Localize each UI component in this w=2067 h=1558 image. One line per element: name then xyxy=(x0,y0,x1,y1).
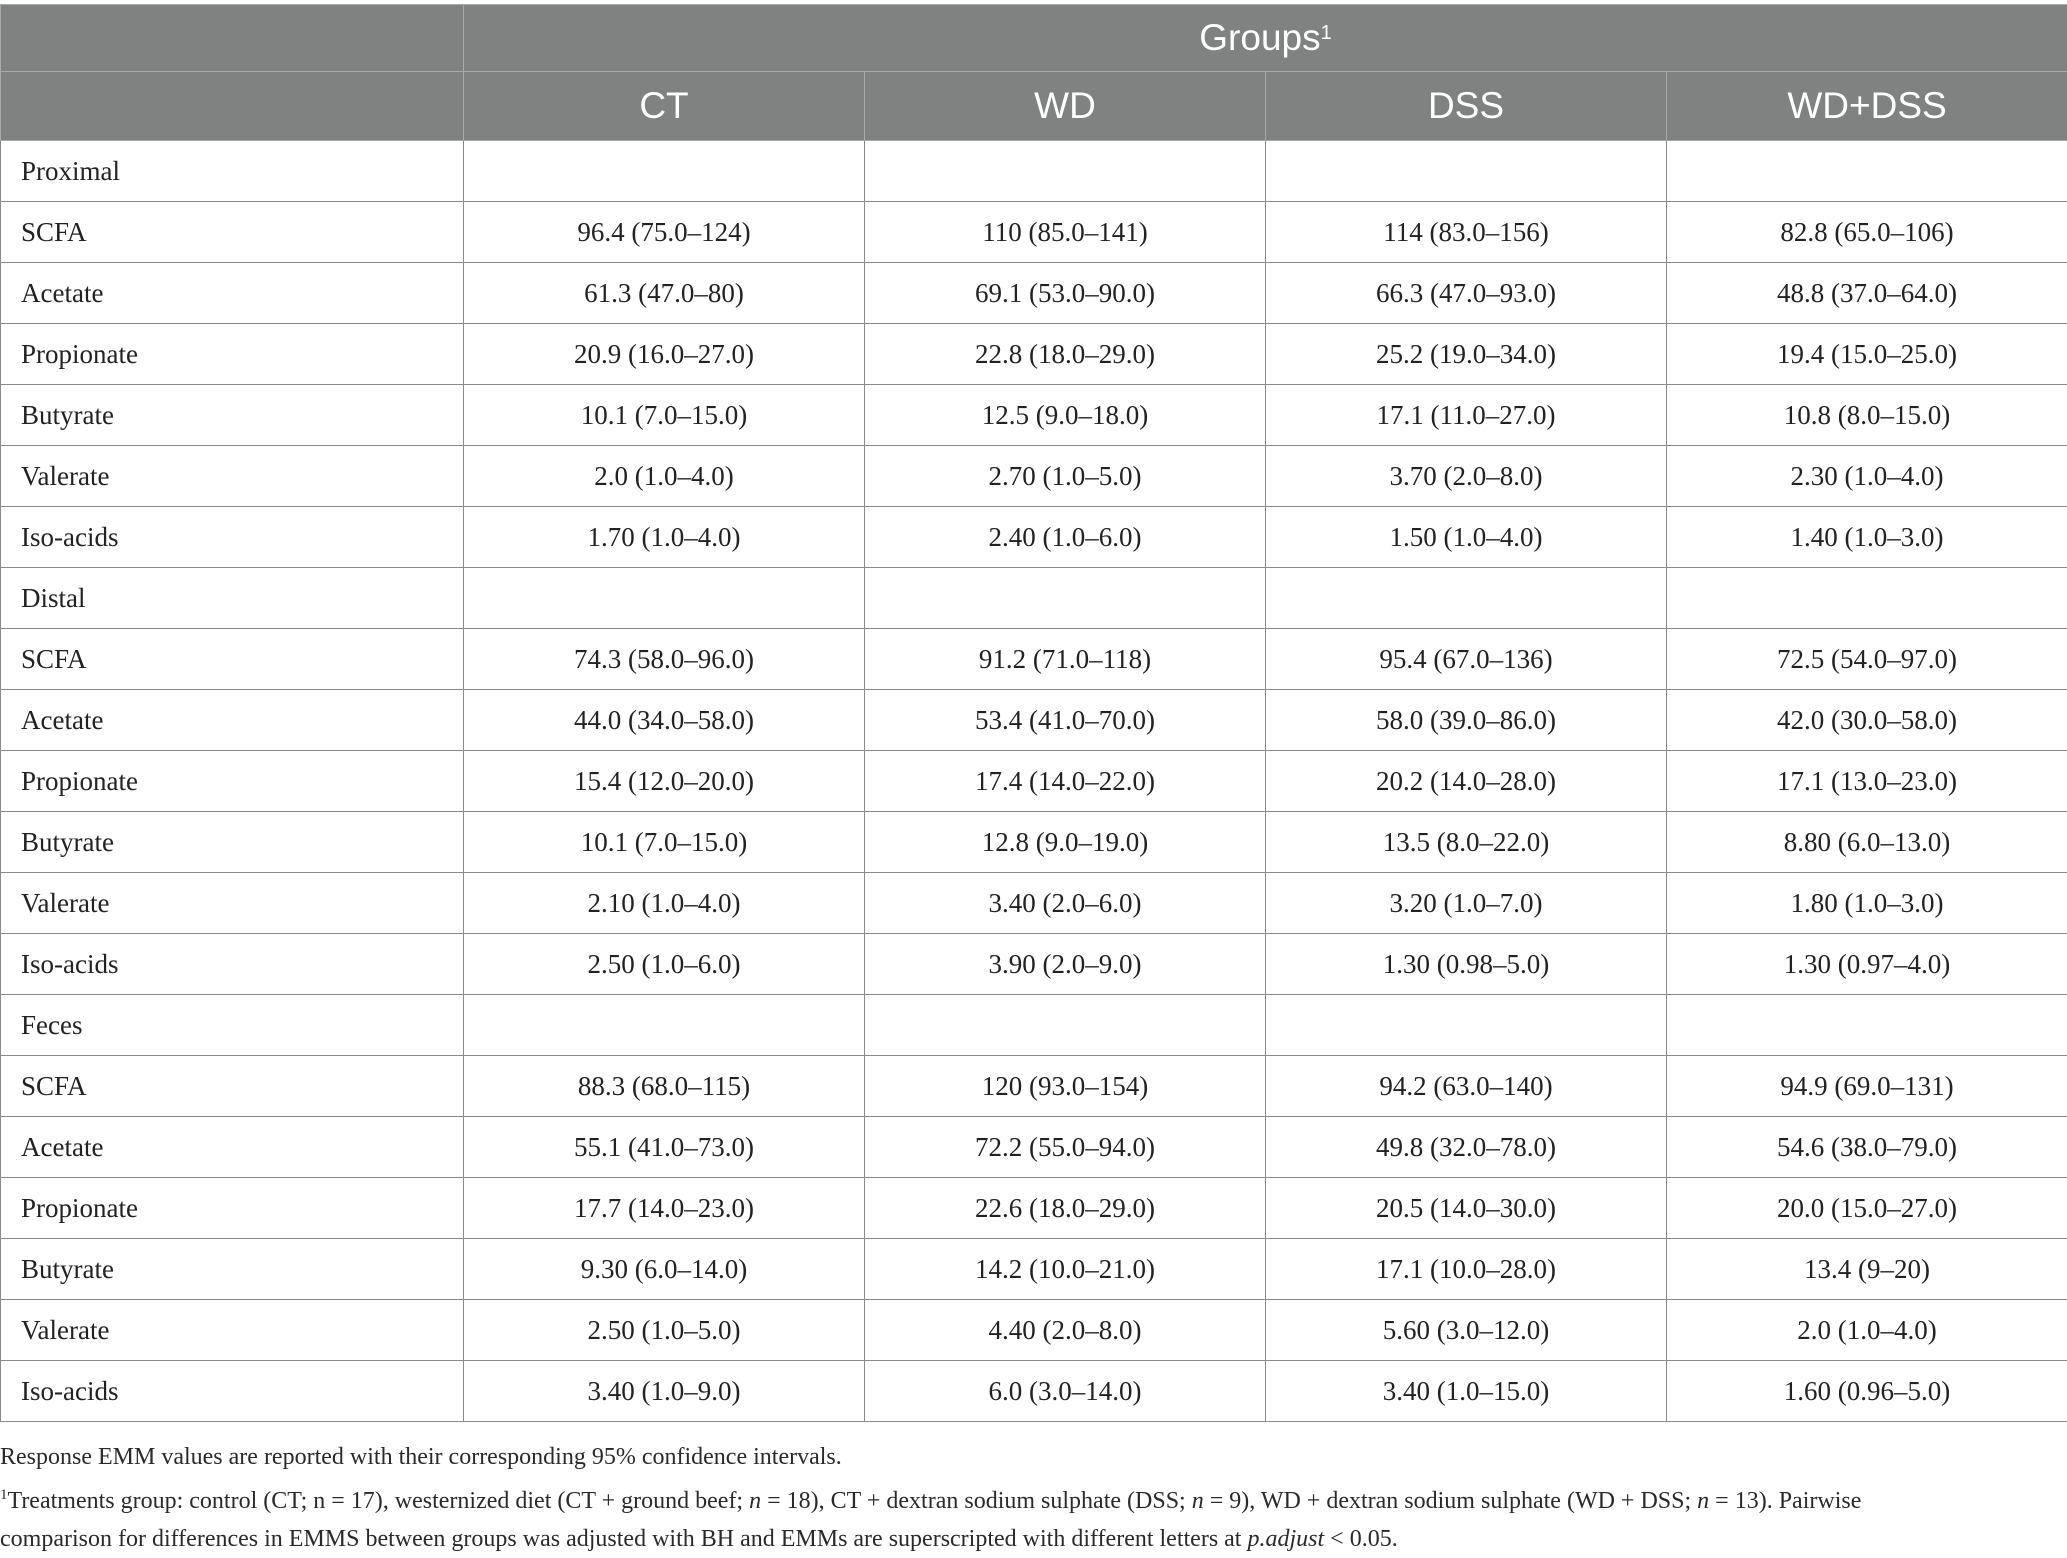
footnote-text-f: < 0.05. xyxy=(1324,1526,1398,1552)
value-cell: 3.70 (2.0–8.0) xyxy=(1266,446,1667,507)
row-label: Iso-acids xyxy=(1,934,464,995)
row-label: SCFA xyxy=(1,629,464,690)
value-cell: 2.30 (1.0–4.0) xyxy=(1667,446,2067,507)
footnote-padjust: p.adjust xyxy=(1247,1526,1324,1552)
value-cell: 5.60 (3.0–12.0) xyxy=(1266,1300,1667,1361)
footnote-line-1: Response EMM values are reported with their corresponding 95% confidence intervals. xyxy=(0,1438,2060,1476)
value-cell: 12.5 (9.0–18.0) xyxy=(865,385,1266,446)
value-cell: 10.1 (7.0–15.0) xyxy=(464,385,865,446)
value-cell: 72.5 (54.0–97.0) xyxy=(1667,629,2067,690)
header-groups-superscript: 1 xyxy=(1321,22,1332,44)
table-row xyxy=(1,263,2067,324)
section-row-distal xyxy=(1,568,2067,629)
footnote-text-c: = 9), WD + dextran sodium sulphate (WD + DSS; xyxy=(1204,1488,1697,1514)
footnote-text-b: = 18), CT + dextran sodium sulphate (DSS; xyxy=(761,1488,1192,1514)
table-row xyxy=(1,690,2067,751)
header-groups-cell xyxy=(464,5,2067,72)
value-cell: 6.0 (3.0–14.0) xyxy=(865,1361,1266,1422)
footnote-text-d: = 13). Pairwise xyxy=(1709,1488,1861,1514)
table-header xyxy=(1,5,2067,141)
header-columns-row xyxy=(1,72,2067,141)
table-row xyxy=(1,385,2067,446)
value-cell: 13.4 (9–20) xyxy=(1667,1239,2067,1300)
value-cell: 2.70 (1.0–5.0) xyxy=(865,446,1266,507)
value-cell: 1.40 (1.0–3.0) xyxy=(1667,507,2067,568)
value-cell: 17.1 (13.0–23.0) xyxy=(1667,751,2067,812)
value-cell: 94.2 (63.0–140) xyxy=(1266,1056,1667,1117)
value-cell: 25.2 (19.0–34.0) xyxy=(1266,324,1667,385)
section-label: Distal xyxy=(1,568,464,629)
footnote-superscript: 1 xyxy=(0,1487,8,1503)
value-cell: 3.90 (2.0–9.0) xyxy=(865,934,1266,995)
section-empty-cell xyxy=(1667,995,2067,1056)
value-cell: 42.0 (30.0–58.0) xyxy=(1667,690,2067,751)
value-cell: 20.2 (14.0–28.0) xyxy=(1266,751,1667,812)
table-row xyxy=(1,934,2067,995)
value-cell: 2.10 (1.0–4.0) xyxy=(464,873,865,934)
value-cell: 2.50 (1.0–6.0) xyxy=(464,934,865,995)
value-cell: 95.4 (67.0–136) xyxy=(1266,629,1667,690)
value-cell: 44.0 (34.0–58.0) xyxy=(464,690,865,751)
row-label: Acetate xyxy=(1,690,464,751)
value-cell: 17.4 (14.0–22.0) xyxy=(865,751,1266,812)
value-cell: 110 (85.0–141) xyxy=(865,202,1266,263)
value-cell: 3.40 (1.0–9.0) xyxy=(464,1361,865,1422)
footnote-text-e: comparison for differences in EMMS between groups was adjusted with BH and EMMs are superscripted with different letters at xyxy=(0,1526,1247,1552)
header-groups-row xyxy=(1,5,2067,72)
value-cell: 20.0 (15.0–27.0) xyxy=(1667,1178,2067,1239)
table-row xyxy=(1,1300,2067,1361)
row-label: Propionate xyxy=(1,751,464,812)
value-cell: 1.30 (0.98–5.0) xyxy=(1266,934,1667,995)
row-label: Propionate xyxy=(1,1178,464,1239)
value-cell: 8.80 (6.0–13.0) xyxy=(1667,812,2067,873)
value-cell: 1.30 (0.97–4.0) xyxy=(1667,934,2067,995)
header-blank-cell xyxy=(1,5,464,72)
section-empty-cell xyxy=(464,568,865,629)
header-col-ct: CT xyxy=(464,72,865,141)
value-cell: 1.60 (0.96–5.0) xyxy=(1667,1361,2067,1422)
value-cell: 22.6 (18.0–29.0) xyxy=(865,1178,1266,1239)
row-label: Valerate xyxy=(1,446,464,507)
row-label: Butyrate xyxy=(1,385,464,446)
row-label: Acetate xyxy=(1,263,464,324)
value-cell: 19.4 (15.0–25.0) xyxy=(1667,324,2067,385)
value-cell: 17.1 (11.0–27.0) xyxy=(1266,385,1667,446)
table-body xyxy=(1,141,2067,1422)
value-cell: 96.4 (75.0–124) xyxy=(464,202,865,263)
value-cell: 48.8 (37.0–64.0) xyxy=(1667,263,2067,324)
value-cell: 22.8 (18.0–29.0) xyxy=(865,324,1266,385)
row-label: SCFA xyxy=(1,202,464,263)
header-col-wd-dss: WD+DSS xyxy=(1667,72,2067,141)
section-empty-cell xyxy=(865,995,1266,1056)
value-cell: 120 (93.0–154) xyxy=(865,1056,1266,1117)
header-col-wd: WD xyxy=(865,72,1266,141)
value-cell: 66.3 (47.0–93.0) xyxy=(1266,263,1667,324)
row-label: Iso-acids xyxy=(1,1361,464,1422)
table-row xyxy=(1,324,2067,385)
value-cell: 61.3 (47.0–80) xyxy=(464,263,865,324)
row-label: Butyrate xyxy=(1,812,464,873)
results-table-container xyxy=(0,4,2067,1422)
section-empty-cell xyxy=(464,141,865,202)
value-cell: 15.4 (12.0–20.0) xyxy=(464,751,865,812)
value-cell: 2.0 (1.0–4.0) xyxy=(464,446,865,507)
row-label: Propionate xyxy=(1,324,464,385)
value-cell: 4.40 (2.0–8.0) xyxy=(865,1300,1266,1361)
footnote-line-3 xyxy=(0,1520,2060,1558)
section-empty-cell xyxy=(464,995,865,1056)
table-row xyxy=(1,629,2067,690)
value-cell: 10.8 (8.0–15.0) xyxy=(1667,385,2067,446)
table-row xyxy=(1,751,2067,812)
section-empty-cell xyxy=(1667,568,2067,629)
header-col-label xyxy=(1,72,464,141)
value-cell: 82.8 (65.0–106) xyxy=(1667,202,2067,263)
section-empty-cell xyxy=(1266,995,1667,1056)
value-cell: 91.2 (71.0–118) xyxy=(865,629,1266,690)
value-cell: 13.5 (8.0–22.0) xyxy=(1266,812,1667,873)
table-row xyxy=(1,1239,2067,1300)
section-row-feces xyxy=(1,995,2067,1056)
value-cell: 2.50 (1.0–5.0) xyxy=(464,1300,865,1361)
value-cell: 94.9 (69.0–131) xyxy=(1667,1056,2067,1117)
value-cell: 3.20 (1.0–7.0) xyxy=(1266,873,1667,934)
value-cell: 20.5 (14.0–30.0) xyxy=(1266,1178,1667,1239)
row-label: Acetate xyxy=(1,1117,464,1178)
table-row xyxy=(1,202,2067,263)
value-cell: 54.6 (38.0–79.0) xyxy=(1667,1117,2067,1178)
value-cell: 72.2 (55.0–94.0) xyxy=(865,1117,1266,1178)
row-label: Iso-acids xyxy=(1,507,464,568)
value-cell: 2.0 (1.0–4.0) xyxy=(1667,1300,2067,1361)
table-row xyxy=(1,1117,2067,1178)
value-cell: 49.8 (32.0–78.0) xyxy=(1266,1117,1667,1178)
value-cell: 114 (83.0–156) xyxy=(1266,202,1667,263)
table-row xyxy=(1,1056,2067,1117)
section-label: Feces xyxy=(1,995,464,1056)
value-cell: 9.30 (6.0–14.0) xyxy=(464,1239,865,1300)
value-cell: 1.70 (1.0–4.0) xyxy=(464,507,865,568)
header-col-dss: DSS xyxy=(1266,72,1667,141)
row-label: Butyrate xyxy=(1,1239,464,1300)
section-empty-cell xyxy=(1266,141,1667,202)
row-label: Valerate xyxy=(1,873,464,934)
value-cell: 17.7 (14.0–23.0) xyxy=(464,1178,865,1239)
table-row xyxy=(1,1361,2067,1422)
value-cell: 58.0 (39.0–86.0) xyxy=(1266,690,1667,751)
value-cell: 1.80 (1.0–3.0) xyxy=(1667,873,2067,934)
value-cell: 1.50 (1.0–4.0) xyxy=(1266,507,1667,568)
section-empty-cell xyxy=(1667,141,2067,202)
value-cell: 17.1 (10.0–28.0) xyxy=(1266,1239,1667,1300)
value-cell: 2.40 (1.0–6.0) xyxy=(865,507,1266,568)
footnote-n-c: n xyxy=(1697,1488,1709,1514)
header-groups-label: Groups xyxy=(1199,17,1320,58)
value-cell: 88.3 (68.0–115) xyxy=(464,1056,865,1117)
table-row xyxy=(1,1178,2067,1239)
footnote-line-2 xyxy=(0,1476,2060,1520)
table-row xyxy=(1,873,2067,934)
value-cell: 10.1 (7.0–15.0) xyxy=(464,812,865,873)
table-row xyxy=(1,446,2067,507)
value-cell: 12.8 (9.0–19.0) xyxy=(865,812,1266,873)
value-cell: 55.1 (41.0–73.0) xyxy=(464,1117,865,1178)
section-label: Proximal xyxy=(1,141,464,202)
value-cell: 14.2 (10.0–21.0) xyxy=(865,1239,1266,1300)
section-empty-cell xyxy=(1266,568,1667,629)
row-label: SCFA xyxy=(1,1056,464,1117)
value-cell: 69.1 (53.0–90.0) xyxy=(865,263,1266,324)
value-cell: 20.9 (16.0–27.0) xyxy=(464,324,865,385)
value-cell: 3.40 (2.0–6.0) xyxy=(865,873,1266,934)
value-cell: 53.4 (41.0–70.0) xyxy=(865,690,1266,751)
section-row-proximal xyxy=(1,141,2067,202)
value-cell: 74.3 (58.0–96.0) xyxy=(464,629,865,690)
row-label: Valerate xyxy=(1,1300,464,1361)
table-row xyxy=(1,812,2067,873)
section-empty-cell xyxy=(865,141,1266,202)
footnote-text-a: Treatments group: control (CT; n = 17), westernized diet (CT + ground beef; xyxy=(8,1488,750,1514)
emm-results-table xyxy=(0,4,2067,1422)
section-empty-cell xyxy=(865,568,1266,629)
footnote-n-b: n xyxy=(1192,1488,1204,1514)
footnote-n-a: n xyxy=(749,1488,761,1514)
table-row xyxy=(1,507,2067,568)
value-cell: 3.40 (1.0–15.0) xyxy=(1266,1361,1667,1422)
table-footnotes xyxy=(0,1438,2060,1558)
